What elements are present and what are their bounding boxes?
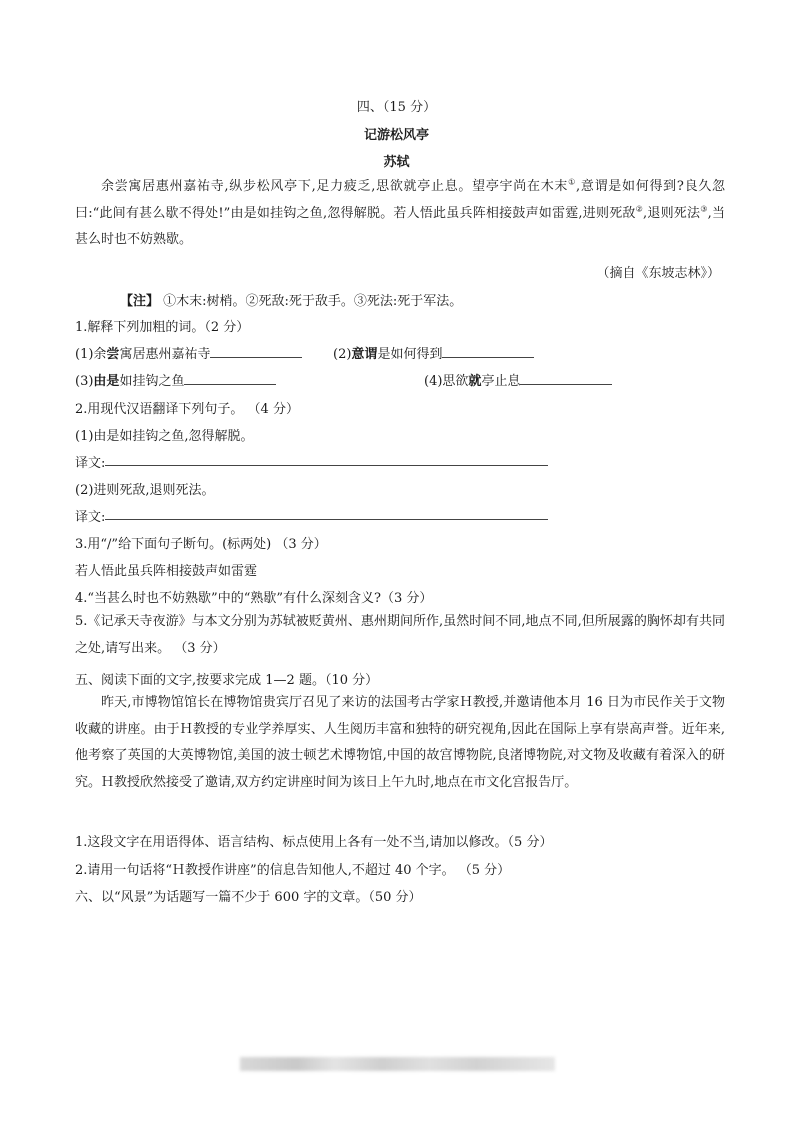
q1-item-2-blank[interactable] (442, 344, 534, 358)
footnote-mark-2: ② (635, 204, 644, 214)
poem-author: 苏轼 (383, 155, 410, 170)
q2-answer-line-2[interactable] (105, 519, 548, 520)
q1-item-3-post: 如挂钩之鱼 (119, 374, 185, 389)
note-text: ①木末:树梢。②死敌:死于敌手。③死法:死于军法。 (159, 294, 463, 309)
q1-stem: 1.解释下列加粗的词。（2 分） (75, 320, 250, 335)
q1-item-2-post: 是如何得到 (377, 347, 443, 362)
q3-stem: 3.用“/”给下面句子断句。(标两处) （3 分） (75, 537, 327, 552)
q2-answer-label-1: 译文: (75, 456, 106, 471)
q1-item-1 (75, 343, 302, 362)
passage-part-2: ,意谓是如何得到?良久忽曰:“此间有甚么歇不得处!”由是如挂钩之鱼,忽得解脱。若人悟此虽兵阵相接鼓声如雷霆,进则死敌 (75, 179, 725, 221)
section-4-heading: 四、（15 分） (356, 100, 437, 115)
modern-passage: 昨天,市博物馆馆长在博物馆贵宾厅召见了来访的法国考古学家Ｈ教授,并邀请他本月 16 日为市民作关于文物收藏的讲座。由于Ｈ教授的专业学养厚实、人生阅历丰富和独特的研究视角,因此在国际上享有崇高声誉。近年来,他考察了英国的大英博物馆,美国的波士顿艺术博物馆,中国的故宫博物院,良渚博物院,对文物及收藏有着深入的研究。Ｈ教授欣然接受了邀请,双方约定讲座时间为该日上午九时,地点在市文化宫报告厅。 (75, 695, 725, 790)
q1-item-1-pre: (1)余 (75, 347, 107, 362)
q4-stem: 4.“当甚么时也不妨熟歇”中的“熟歇”有什么深刻含义?（3 分） (75, 591, 433, 606)
q1-item-4-blank[interactable] (520, 371, 612, 385)
passage-part-3: ,退则死法 (643, 205, 701, 221)
q2-sentence-2: (2)进则死敌,退则死法。 (75, 483, 215, 498)
note-tag: 【注】 (120, 294, 160, 309)
q2-answer-label-2: 译文: (75, 510, 106, 525)
q1-item-2-pre: (2) (333, 347, 352, 362)
s5-q1-stem: 1.这段文字在用语得体、语言结构、标点使用上各有一处不当,请加以修改。（5 分） (75, 835, 553, 850)
s5-q2-stem: 2.请用一句话将“Ｈ教授作讲座”的信息告知他人,不超过 40 个字。 （5 分） (75, 863, 511, 878)
q1-item-4-pre: (4)思欲 (424, 374, 469, 389)
q1-item-4-bold: 就 (468, 374, 482, 389)
q1-item-1-post: 寓居惠州嘉祐寺 (119, 347, 211, 362)
passage-part-1: 余尝寓居惠州嘉祐寺,纵步松风亭下,足力疲乏,思欲就亭止息。望亭宇尚在木末 (101, 179, 569, 194)
q1-item-3-pre: (3) (75, 374, 94, 389)
poem-title: 记游松风亭 (363, 128, 429, 143)
classical-passage (75, 174, 725, 254)
q2-stem: 2.用现代汉语翻译下列句子。 （4 分） (75, 402, 299, 417)
footer-watermark (240, 1057, 555, 1071)
q2-sentence-1: (1)由是如挂钩之鱼,忽得解脱。 (75, 429, 254, 444)
q5-stem: 5.《记承天寺夜游》与本文分别为苏轼被贬黄州、惠州期间所作,虽然时间不同,地点不同,但所展露的胸怀却有共同之处,请写出来。 （3 分） (75, 614, 725, 656)
section-5-heading: 五、阅读下面的文字,按要求完成 1—2 题。（10 分） (75, 673, 379, 688)
q1-item-2 (333, 343, 534, 362)
passage-part-4: ,当甚么时也不妨熟歇。 (75, 205, 725, 247)
footnote-mark-1: ① (568, 177, 577, 187)
q1-item-4 (424, 370, 612, 389)
source-citation: （摘自《东坡志林》） (596, 266, 720, 281)
q3-sentence: 若人悟此虽兵阵相接鼓声如雷霆 (75, 564, 258, 579)
q1-item-3-bold: 由是 (93, 374, 120, 389)
q1-item-1-blank[interactable] (210, 344, 302, 358)
section-6-heading: 六、以“风景”为话题写一篇不少于 600 字的文章。（50 分） (75, 890, 422, 905)
q1-item-2-bold: 意谓 (351, 347, 378, 362)
q1-item-3 (75, 370, 276, 389)
notes (120, 290, 462, 309)
footnote-mark-3: ③ (700, 204, 708, 214)
q1-item-1-bold: 尝 (106, 347, 120, 362)
q2-answer-line-1[interactable] (105, 465, 548, 466)
q1-item-4-post: 亭止息 (481, 374, 521, 389)
q1-item-3-blank[interactable] (184, 371, 276, 385)
